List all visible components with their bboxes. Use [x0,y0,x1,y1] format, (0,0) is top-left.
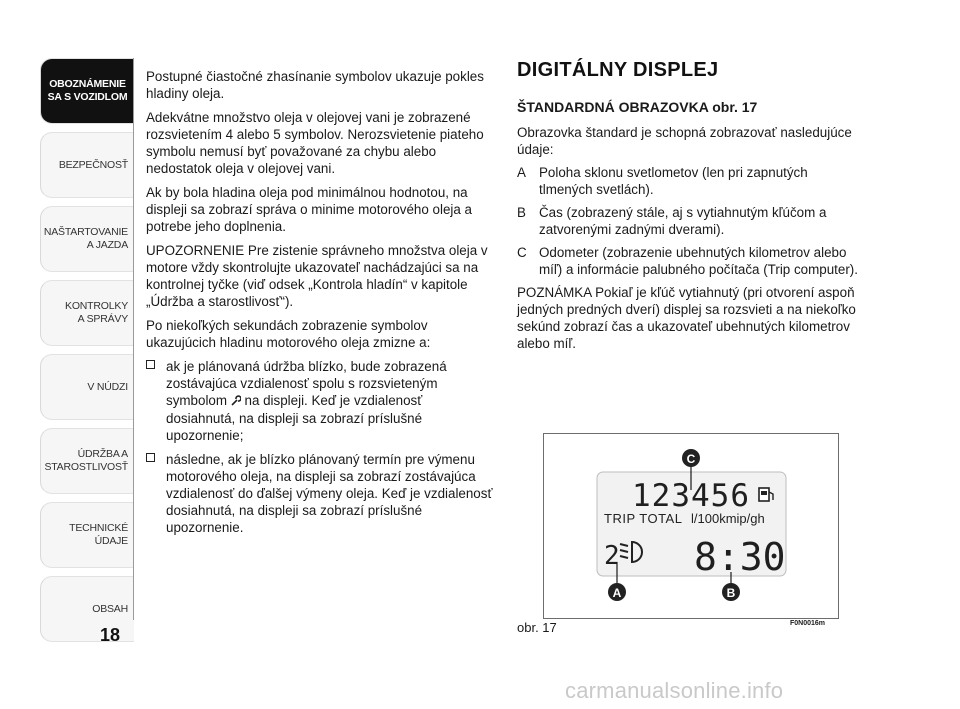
intro-paragraph: Obrazovka štandard je schopná zobrazovať nasledujúce údaje: [517,125,852,157]
tab-oboznamenie[interactable]: OBOZNÁMENIE SA S VOZIDLOM [40,58,134,124]
figure-caption: obr. 17 [517,620,557,635]
bullet-text: následne, ak je blízko plánovaný termín pre výmenu motorového oleja, na displeji sa zobrazí zostávajúca vzdialenosť do ďalšej výmeny oleja. Keď je vzdialenosť dosiahnutá, na displeji sa zobrazí príslušné upozornenie. [166,452,493,535]
watermark: carmanualsonline.info [565,678,784,703]
callout-b-label: B [726,586,736,600]
chapter-tabs [40,58,134,650]
display-figure [543,433,839,619]
bullet-item [146,358,494,444]
paragraph: Po niekoľkých sekundách zobrazenie symbolov ukazujúcich hladinu motorového oleja zmizne a: [146,318,431,350]
tab-v-nudzi[interactable]: V NÚDZI [40,354,134,420]
tab-obsah[interactable]: OBSAH [40,576,134,642]
bullet-text-start: ak je plánovaná údržba blízko, bude zobrazená zostávajúca vzdialenosť spolu s rozsvieteným symbolom [166,359,447,408]
paragraph: Adekvátne množstvo oleja v olejovej vani je zobrazené rozsvietením 4 alebo 5 symbolov. Nerozsvietenie piateho symbolu nemusí byť považované za chybu alebo nedostatok oleja v olejovej vani. [146,110,484,176]
odometer-readout: 123456 [632,478,750,514]
paragraph: Ak by bola hladina oleja pod minimálnou hodnotou, na displeji sa zobrazí správa o minime motorového oleja a potrebe jeho doplnenia. [146,185,472,234]
tab-technicke-udaje[interactable]: TECHNICKÉ ÚDAJE [40,502,134,568]
right-column [517,59,862,358]
callout-a-label: A [612,586,622,600]
bullet-text-end: na displeji. Keď je vzdialenosť dosiahnutá, na displeji sa zobrazí príslušné upozornenie; [166,393,423,443]
bullet-box-icon [146,453,155,462]
item-text: Odometer (zobrazenie ubehnutých kilometrov alebo míľ) a informácie palubného počítača (Trip computer). [539,245,858,277]
list-item [517,244,862,278]
tab-nastartovanie[interactable]: NAŠTARTOVANIE A JAZDA [40,206,134,272]
wrench-icon [231,393,241,410]
callout-c-label: C [686,452,696,466]
paragraph: Postupné čiastočné zhasínanie symbolov ukazuje pokles hladiny oleja. [146,69,484,101]
list-item [517,204,862,238]
item-text: Čas (zobrazený stále, aj s vytiahnutým kľúčom a zatvorenými zadnými dverami). [539,205,827,237]
item-key: A [517,165,526,180]
item-text: Poloha sklonu svetlometov (len pri zapnutých tlmených svetlách). [539,165,808,197]
tab-kontrolky[interactable]: KONTROLKY A SPRÁVY [40,280,134,346]
lcd-display-illustration [544,434,838,618]
headlight-level: 2 [604,541,620,571]
section-title: DIGITÁLNY DISPLEJ [517,59,719,81]
warning-paragraph: UPOZORNENIE Pre zistenie správneho množstva oleja v motore vždy skontrolujte ukazovateľ nachádzajúci sa na kontrolnej tyčke (viď odsek „Kontrola hladín“ v kapitole „Údržba a starostlivosť“). [146,243,488,309]
bullet-item [146,451,494,536]
bullet-box-icon [146,360,155,369]
section-subtitle: ŠTANDARDNÁ OBRAZOVKA obr. 17 [517,99,758,115]
unit-label: l/100kmip/gh [691,511,765,526]
figure-code: F0N0016m [790,620,826,627]
item-key: C [517,245,527,260]
trip-label: TRIP TOTAL [604,511,683,526]
clock-readout: 8:30 [694,535,786,579]
tab-divider [133,58,134,620]
tab-udrzba[interactable]: ÚDRŽBA A STAROSTLIVOSŤ [40,428,134,494]
note-paragraph: POZNÁMKA Pokiaľ je kľúč vytiahnutý (pri otvorení aspoň jedných predných dverí) displej sa rozsvieti a na niekoľko sekúnd zobrazí čas a ukazovateľ ubehnutých kilometrov alebo míľ. [517,285,856,351]
item-key: B [517,205,526,220]
tab-bezpecnost[interactable]: BEZPEČNOSŤ [40,132,134,198]
page-number: 18 [100,625,121,645]
left-column [146,68,494,543]
list-item [517,164,862,198]
